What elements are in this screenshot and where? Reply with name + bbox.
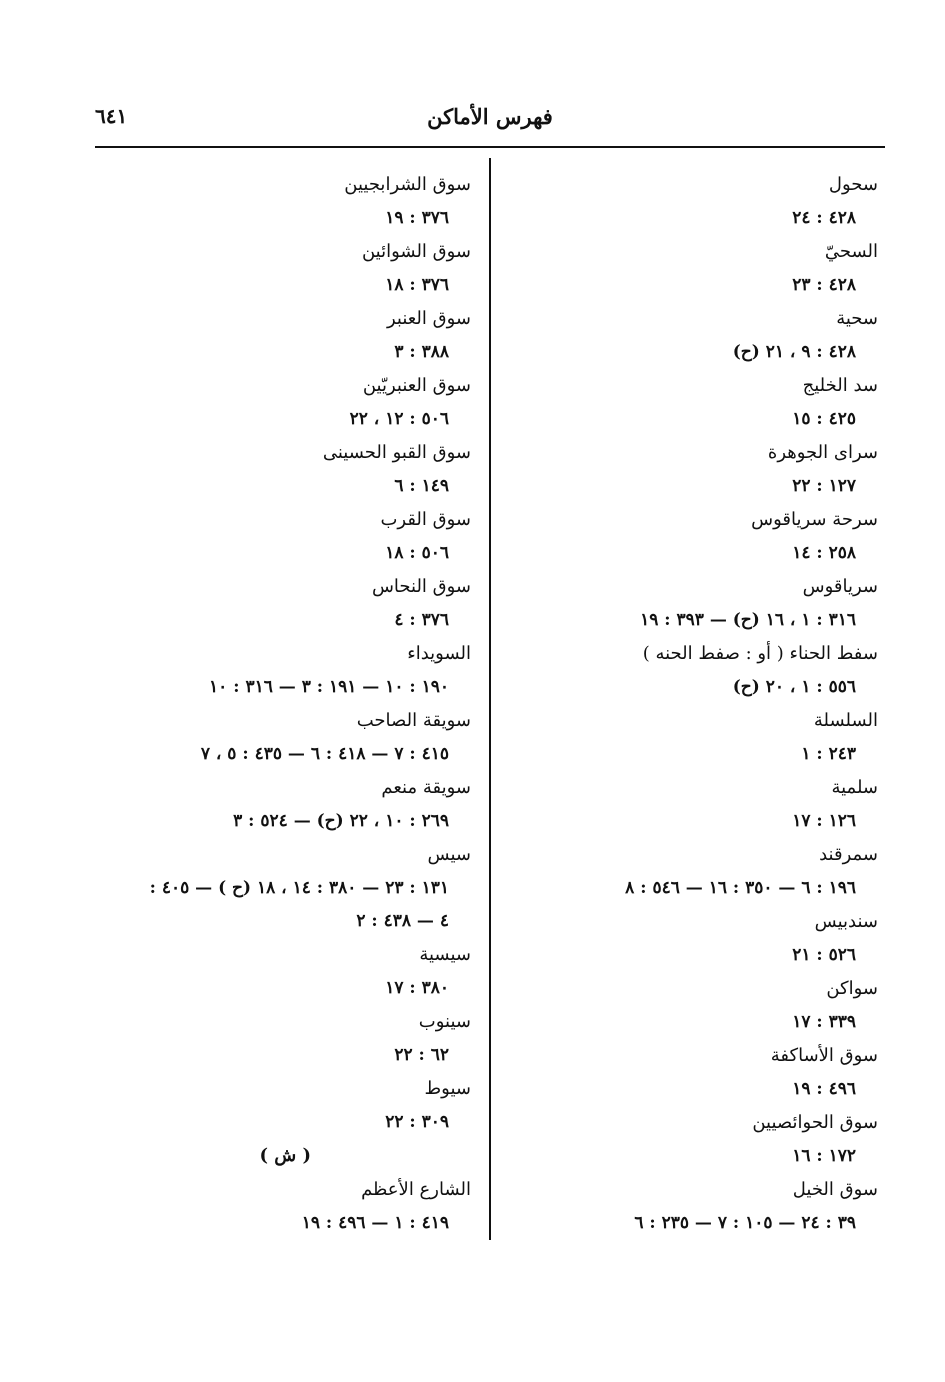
index-entry-pages: ١٩٠ : ١٠ — ١٩١ : ٣ — ٣١٦ : ١٠ bbox=[209, 677, 449, 697]
index-entry-name: سمرقند bbox=[819, 844, 878, 865]
index-entry-name: سوق الحوائصيين bbox=[752, 1112, 878, 1133]
index-entry-name: سوق العنبر bbox=[386, 308, 471, 329]
index-entry-name: سفط الحناء ( أو : صفط الحنه ) bbox=[642, 643, 878, 664]
index-entry-name: سوق الشرابجيين bbox=[344, 174, 471, 195]
page-title: فهرس الأماكن bbox=[427, 104, 553, 129]
index-entry-pages: ٤٩٦ : ١٩ bbox=[792, 1079, 856, 1099]
index-entry-name: سينوب bbox=[418, 1011, 471, 1032]
index-entry-pages: ٣٣٩ : ١٧ bbox=[792, 1012, 856, 1032]
index-entry-name: السويداء bbox=[407, 643, 471, 664]
index-entry-name: سوق القرب bbox=[380, 509, 471, 530]
index-entry-name: سندبيس bbox=[814, 911, 878, 932]
index-entry-name: سويقة الصاحب bbox=[356, 710, 471, 731]
index-entry-pages: ١٩٦ : ٦ — ٣٥٠ : ١٦ — ٥٤٦ : ٨ bbox=[625, 878, 856, 898]
index-entry-pages: ٥٠٦ : ١٢ ، ٢٢ bbox=[349, 409, 449, 429]
index-entry-name: السحيّ bbox=[824, 241, 878, 262]
index-entry-pages: ٤١٩ : ١ — ٤٩٦ : ١٩ bbox=[301, 1213, 449, 1233]
index-entry-pages: ٤٢٨ : ٢٤ bbox=[792, 208, 856, 228]
index-entry-pages: ١٢٧ : ٢٢ bbox=[792, 476, 856, 496]
index-entry-name: السلسلة bbox=[813, 710, 878, 731]
index-entry-name: سراى الجوهرة bbox=[767, 442, 878, 463]
index-entry-pages: ٢٤٣ : ١ bbox=[801, 744, 856, 764]
index-entry-pages: ٥٠٦ : ١٨ bbox=[385, 543, 449, 563]
index-entry-pages: ٢٥٨ : ١٤ bbox=[792, 543, 856, 563]
index-entry-name: سوق النحاس bbox=[371, 576, 471, 597]
index-entry-name: سويقة منعم bbox=[381, 777, 471, 798]
index-entry-name: الشارع الأعظم bbox=[361, 1179, 471, 1200]
index-entry-pages: ٣٨٨ : ٣ bbox=[394, 342, 449, 362]
index-entry-pages: ٣٨٠ : ١٧ bbox=[385, 978, 449, 998]
page-header bbox=[95, 100, 885, 140]
index-entry-name: سحول bbox=[828, 174, 878, 195]
index-entry-pages: ٥٥٦ : ١ ، ٢٠ (ح) bbox=[732, 677, 856, 697]
index-entry-pages: ٢٦٩ : ١٠ ، ٢٢ (ح) — ٥٢٤ : ٣ bbox=[233, 811, 449, 831]
index-entry-name: سوق الخيل bbox=[792, 1179, 878, 1200]
index-entry-name: سوق القبو الحسينى bbox=[322, 442, 471, 463]
index-entry-name: سيس bbox=[427, 844, 471, 865]
index-entry-pages: ٣١٦ : ١ ، ١٦ (ح) — ٣٩٣ : ١٩ bbox=[640, 610, 856, 630]
index-entry-name: سوق العنبريّين bbox=[362, 375, 471, 396]
index-entry-pages: ١٢٦ : ١٧ bbox=[792, 811, 856, 831]
index-column-left bbox=[95, 168, 471, 1240]
index-entry-pages: ٥٢٦ : ٢١ bbox=[792, 945, 856, 965]
index-entry-pages: ٣٧٦ : ١٨ bbox=[385, 275, 449, 295]
index-entry-name: سحية bbox=[836, 308, 878, 329]
index-entry-pages: ١٣١ : ٢٣ — ٣٨٠ : ١٤ ، ١٨ (ح ) — ٤٠٥ : bbox=[149, 878, 449, 898]
section-letter: ( ش ) bbox=[259, 1145, 311, 1166]
index-entry-name: سرياقوس bbox=[802, 576, 878, 597]
index-entry-name: سيوط bbox=[424, 1078, 471, 1099]
index-entry-pages: ٣٠٩ : ٢٢ bbox=[385, 1112, 449, 1132]
index-entry-pages: ٤ — ٤٣٨ : ٢ bbox=[356, 911, 449, 931]
index-column-right bbox=[500, 168, 878, 1240]
index-entry-name: سرحة سرياقوس bbox=[751, 509, 878, 530]
index-entry-name: سيسية bbox=[419, 944, 471, 965]
index-entry-name: سد الخليج bbox=[802, 375, 878, 396]
index-entry-pages: ٤٢٥ : ١٥ bbox=[792, 409, 856, 429]
index-entry-pages: ٤٢٨ : ٢٣ bbox=[792, 275, 856, 295]
page-number: ٦٤١ bbox=[95, 104, 128, 128]
index-entry-name: سواكن bbox=[826, 978, 878, 999]
index-entry-name: سوق الشوائين bbox=[361, 241, 471, 262]
index-entry-pages: ٣٧٦ : ١٩ bbox=[385, 208, 449, 228]
index-entry-pages: ٦٢ : ٢٢ bbox=[394, 1045, 449, 1065]
index-entry-pages: ٤٢٨ : ٩ ، ٢١ (ح) bbox=[732, 342, 856, 362]
index-entry-pages: ٣٧٦ : ٤ bbox=[394, 610, 449, 630]
index-entry-pages: ١٧٢ : ١٦ bbox=[792, 1146, 856, 1166]
column-divider bbox=[489, 158, 491, 1240]
index-entry-pages: ٣٩ : ٢٤ — ١٠٥ : ٧ — ٢٣٥ : ٦ bbox=[634, 1213, 856, 1233]
header-rule bbox=[95, 146, 885, 148]
index-entry-name: سوق الأساكفة bbox=[770, 1045, 878, 1066]
index-entry-pages: ٤١٥ : ٧ — ٤١٨ : ٦ — ٤٣٥ : ٥ ، ٧ bbox=[200, 744, 449, 764]
index-entry-pages: ١٤٩ : ٦ bbox=[394, 476, 449, 496]
index-entry-name: سلمية bbox=[831, 777, 878, 798]
